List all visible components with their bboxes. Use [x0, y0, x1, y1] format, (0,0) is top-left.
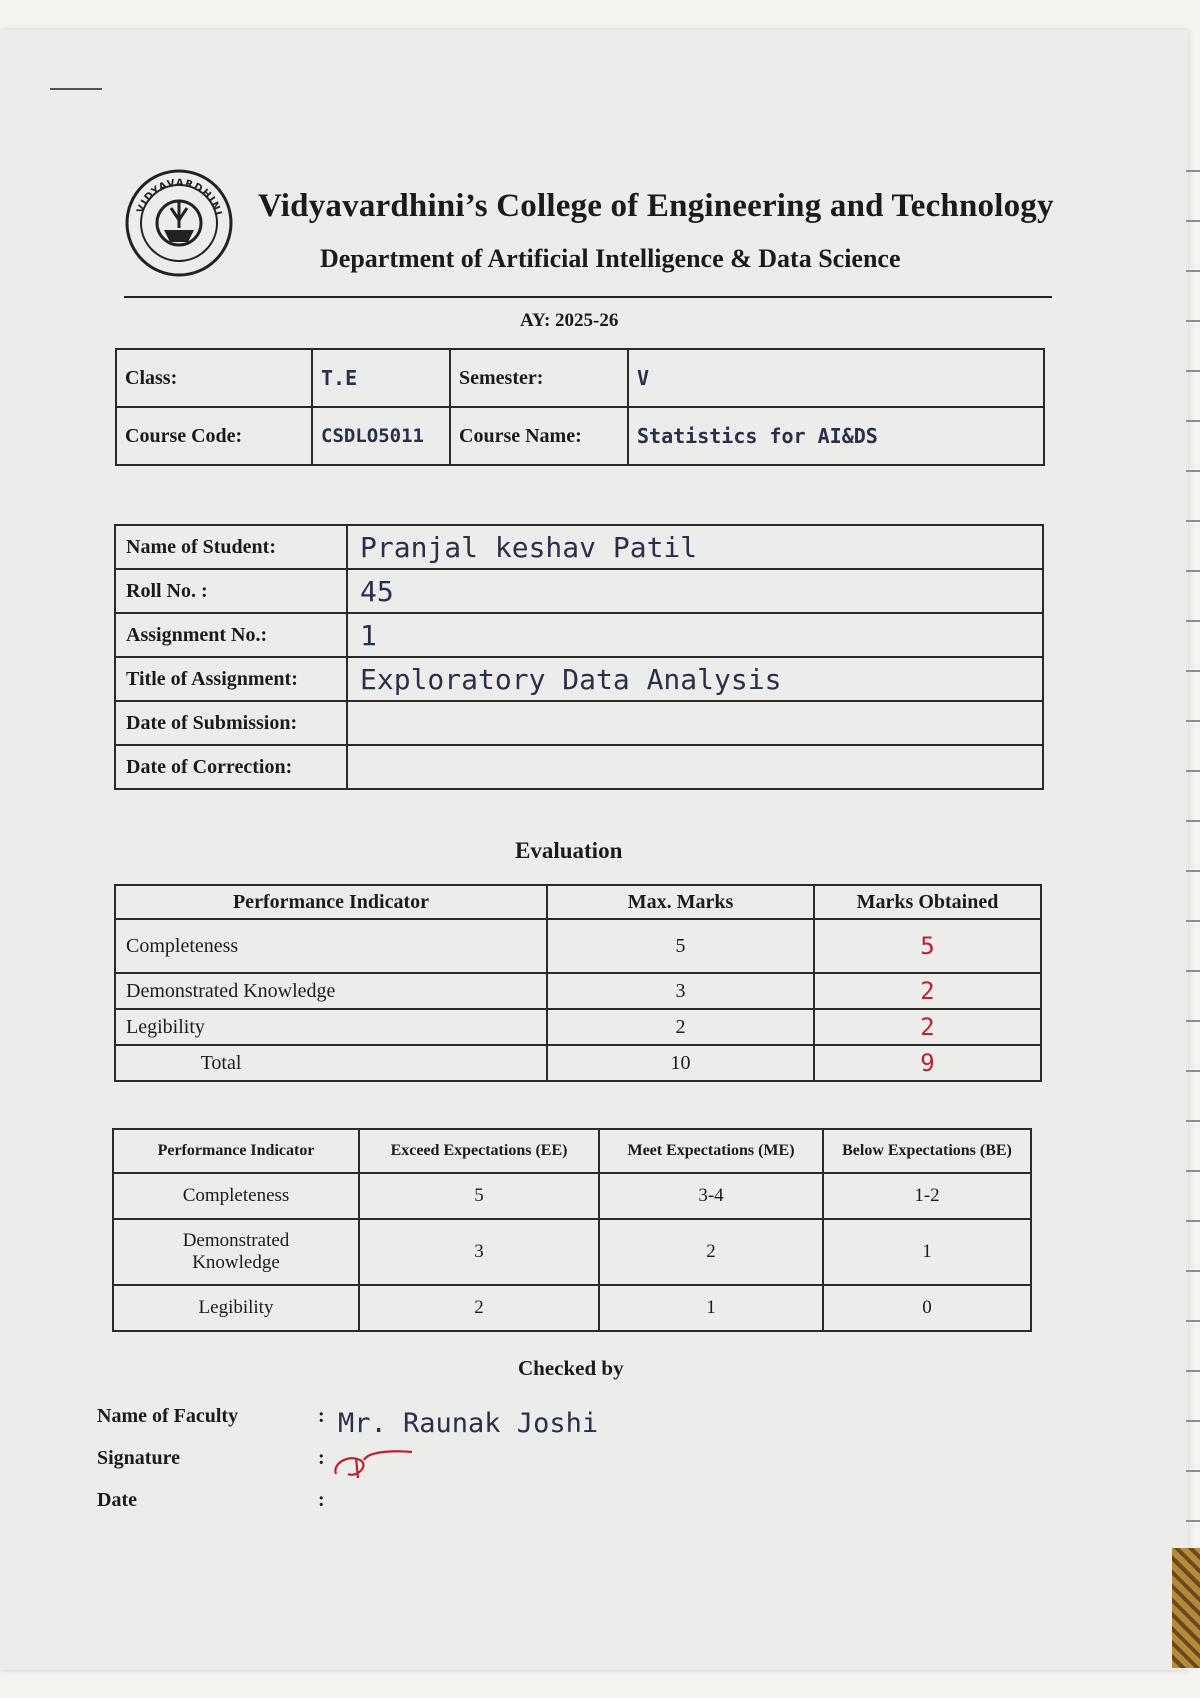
- signature-colon: :: [318, 1447, 325, 1469]
- me-cell: 2: [599, 1219, 823, 1285]
- wood-background: [1172, 1548, 1200, 1668]
- total-obtained-cell: 9: [814, 1045, 1041, 1081]
- ee-cell: 3: [359, 1219, 599, 1285]
- student-name-value: Pranjal keshav Patil: [347, 525, 1043, 569]
- correction-date-label: Date of Correction:: [115, 745, 347, 789]
- me-cell: 3-4: [599, 1173, 823, 1219]
- assignment-no-value: 1: [347, 613, 1043, 657]
- ee-cell: 5: [359, 1173, 599, 1219]
- col-header: Max. Marks: [547, 885, 814, 919]
- max-marks-cell: 3: [547, 973, 814, 1009]
- assignment-no-label: Assignment No.:: [115, 613, 347, 657]
- signature-label: Signature: [97, 1447, 180, 1469]
- course-name-label: Course Name:: [450, 407, 628, 465]
- roll-no-value: 45: [347, 569, 1043, 613]
- table-row: [115, 1045, 1041, 1081]
- table-row: [115, 1009, 1041, 1045]
- course-code-value: CSDLO5011: [312, 407, 450, 465]
- notebook-edge-lines: [1184, 30, 1200, 1670]
- table-row: [113, 1173, 1031, 1219]
- svg-text:VIDYAVARDHINI: VIDYAVARDHINI: [135, 177, 224, 218]
- col-header: Below Expectations (BE): [823, 1129, 1031, 1173]
- indicator-cell: Legibility: [113, 1285, 359, 1331]
- table-row: [115, 701, 1043, 745]
- course-info-table: [115, 348, 1045, 466]
- class-value: T.E: [312, 349, 450, 407]
- be-cell: 0: [823, 1285, 1031, 1331]
- indicator-cell: Completeness: [113, 1173, 359, 1219]
- indicator-cell: Demonstrated Knowledge: [113, 1219, 359, 1285]
- faculty-label: Name of Faculty: [97, 1405, 239, 1427]
- table-row: [115, 569, 1043, 613]
- course-code-label: Course Code:: [116, 407, 312, 465]
- marks-obtained-cell: 2: [814, 1009, 1041, 1045]
- department-name: Department of Artificial Intelligence & Data Science: [320, 244, 901, 273]
- table-row: [115, 525, 1043, 569]
- table-row: [115, 745, 1043, 789]
- evaluation-title: Evaluation: [515, 838, 623, 863]
- total-max-cell: 10: [547, 1045, 814, 1081]
- evaluation-table: [114, 884, 1042, 1082]
- submission-date-value: [347, 701, 1043, 745]
- col-header: Marks Obtained: [814, 885, 1041, 919]
- col-header: Performance Indicator: [115, 885, 547, 919]
- marks-obtained-cell: 2: [814, 973, 1041, 1009]
- indicator-cell: Legibility: [115, 1009, 547, 1045]
- student-name-label: Name of Student:: [115, 525, 347, 569]
- be-cell: 1-2: [823, 1173, 1031, 1219]
- col-header: Performance Indicator: [113, 1129, 359, 1173]
- student-info-table: [114, 524, 1044, 790]
- semester-value: V: [628, 349, 1044, 407]
- be-cell: 1: [823, 1219, 1031, 1285]
- col-header: Exceed Expectations (EE): [359, 1129, 599, 1173]
- assignment-title-value: Exploratory Data Analysis: [347, 657, 1043, 701]
- table-row: [113, 1219, 1031, 1285]
- roll-no-label: Roll No. :: [115, 569, 347, 613]
- submission-date-label: Date of Submission:: [115, 701, 347, 745]
- college-logo-icon: [124, 168, 234, 278]
- correction-date-value: [347, 745, 1043, 789]
- college-name: Vidyavardhini’s College of Engineering and Technology: [258, 188, 1054, 224]
- max-marks-cell: 5: [547, 919, 814, 973]
- col-header: Meet Expectations (ME): [599, 1129, 823, 1173]
- academic-year: AY: 2025-26: [520, 310, 619, 331]
- me-cell: 1: [599, 1285, 823, 1331]
- table-row: [115, 657, 1043, 701]
- assignment-title-label: Title of Assignment:: [115, 657, 347, 701]
- indicator-cell: Demonstrated Knowledge: [115, 973, 547, 1009]
- class-label: Class:: [116, 349, 312, 407]
- table-row: [115, 613, 1043, 657]
- max-marks-cell: 2: [547, 1009, 814, 1045]
- signature-icon: [330, 1444, 420, 1484]
- table-row: [113, 1285, 1031, 1331]
- semester-label: Semester:: [450, 349, 628, 407]
- date-colon: :: [318, 1489, 325, 1511]
- indicator-cell: Completeness: [115, 919, 547, 973]
- date-label: Date: [97, 1489, 137, 1511]
- header-rule: [124, 296, 1052, 298]
- rubric-table: [112, 1128, 1032, 1332]
- marks-obtained-cell: 5: [814, 919, 1041, 973]
- faculty-colon: :: [318, 1405, 325, 1427]
- ee-cell: 2: [359, 1285, 599, 1331]
- course-name-value: Statistics for AI&DS: [628, 407, 1044, 465]
- total-label: Total: [115, 1045, 547, 1081]
- faculty-name: Mr. Raunak Joshi: [338, 1408, 599, 1439]
- table-row: [115, 973, 1041, 1009]
- checked-by-title: Checked by: [518, 1356, 624, 1380]
- corner-mark: [50, 88, 102, 90]
- table-row: [115, 919, 1041, 973]
